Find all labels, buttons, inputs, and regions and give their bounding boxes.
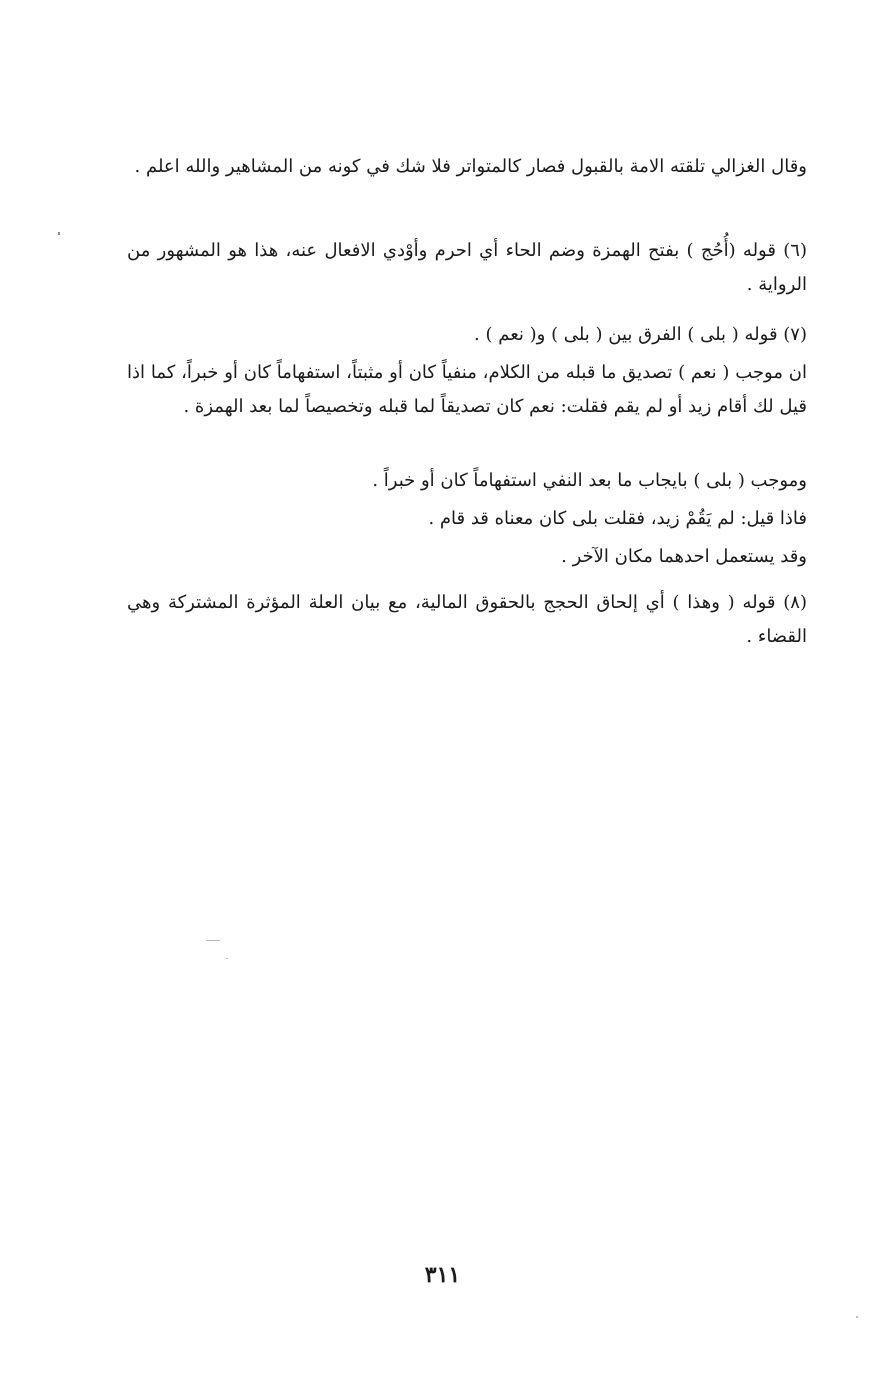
note-7-heading: [127, 318, 807, 352]
note-7-naam-explanation: [127, 356, 807, 424]
scan-speck: [226, 958, 228, 959]
paragraph-ghazali: [127, 150, 807, 184]
note-8: [127, 586, 807, 654]
scan-speck: [58, 232, 60, 235]
note-6: [127, 234, 807, 302]
scan-speck: [206, 940, 220, 941]
scan-speck: [856, 1316, 858, 1318]
paragraph-text: وقال الغزالي تلقته الامة بالقبول فصار كالمتواتر فلا شك في كونه من المشاهير والله اعلم .: [134, 156, 807, 177]
note-7-example: فاذا قيل: لم يَقُمْ زيد، فقلت بلى كان معناه قد قام .: [428, 508, 807, 529]
page-number: ٣١١: [424, 1262, 461, 1288]
paragraph-text: ان موجب ( نعم ) تصديق ما قبله من الكلام، منفياً كان أو مثبتاً، استفهاماً كان أو خبراً، كما اذا قيل لك أقام زيد أو لم يقم فقلت: نعم كان تصديقاً لما قبله وتخصيصاً لما بعد الهمزة .: [127, 362, 807, 417]
note-7-bala-explanation: وموجب ( بلى ) بايجاب ما بعد النفي استفهاماً كان أو خبراً .: [372, 470, 807, 491]
paragraph-text: (٦) قوله (أُحُج ) بفتح الهمزة وضم الحاء أي احرم وأوْدي الافعال عنه، هذا هو المشهور من الرواية .: [127, 240, 807, 295]
note-7-interchange: وقد يستعمل احدهما مكان الآخر .: [561, 546, 807, 567]
paragraph-text: (٨) قوله ( وهذا ) أي إلحاق الحجج بالحقوق المالية، مع بيان العلة المؤثرة المشتركة وهي القضاء .: [127, 592, 807, 647]
paragraph-text: (٧) قوله ( بلى ) الفرق بين ( بلى ) و( نعم ) .: [474, 324, 807, 345]
